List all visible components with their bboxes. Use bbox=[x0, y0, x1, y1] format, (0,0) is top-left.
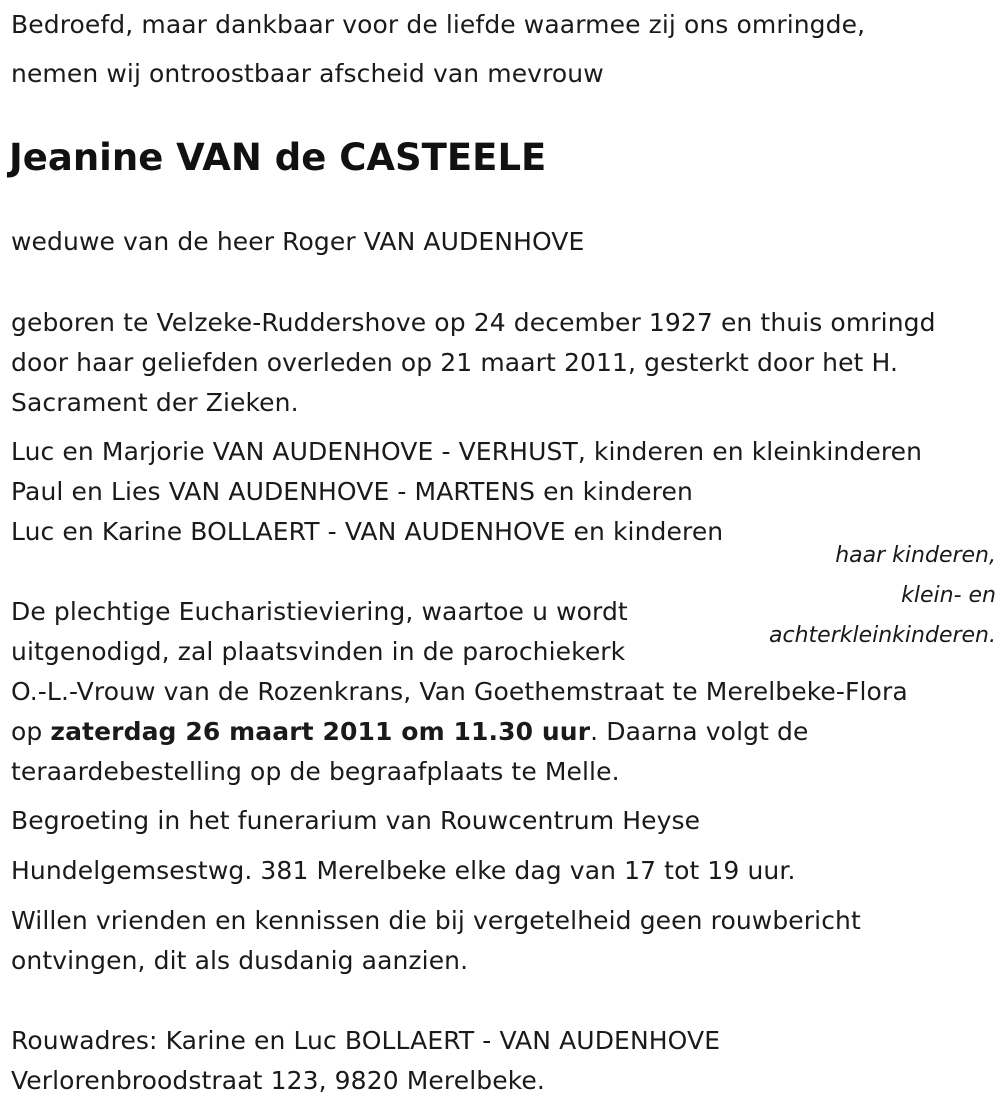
ceremony-date: zaterdag 26 maart 2011 om 11.30 uur bbox=[50, 717, 591, 746]
family-closing-1: haar kinderen, bbox=[835, 543, 996, 568]
ceremony-line-5: teraardebestelling op de begraafplaats te Melle. bbox=[11, 757, 620, 786]
ceremony-date-prefix: op bbox=[11, 717, 51, 746]
family-closing-3: achterkleinkinderen. bbox=[769, 623, 996, 648]
ceremony-date-suffix: . Daarna volgt de bbox=[590, 717, 809, 746]
family-member-3: Luc en Karine BOLLAERT - VAN AUDENHOVE en kinderen bbox=[11, 517, 724, 546]
address-line-2: Verlorenbroodstraat 123, 9820 Merelbeke. bbox=[11, 1066, 545, 1095]
family-closing-2: klein- en bbox=[901, 583, 996, 608]
family-member-2: Paul en Lies VAN AUDENHOVE - MARTENS en kinderen bbox=[11, 477, 693, 506]
life-line-3: Sacrament der Zieken. bbox=[11, 388, 299, 417]
life-line-1: geboren te Velzeke-Ruddershove op 24 december 1927 en thuis omringd bbox=[11, 308, 936, 337]
notice-line-2: ontvingen, dit als dusdanig aanzien. bbox=[11, 946, 469, 975]
ceremony-line-3: O.-L.-Vrouw van de Rozenkrans, Van Goethemstraat te Merelbeke-Flora bbox=[11, 677, 908, 706]
life-line-2: door haar geliefden overleden op 21 maart 2011, gesterkt door het H. bbox=[11, 348, 899, 377]
visitation-line-2: Hundelgemsestwg. 381 Merelbeke elke dag van 17 tot 19 uur. bbox=[11, 856, 796, 885]
ceremony-line-4 bbox=[11, 717, 808, 747]
ceremony-line-2: uitgenodigd, zal plaatsvinden in de parochiekerk bbox=[11, 637, 626, 666]
ceremony-line-1: De plechtige Eucharistieviering, waartoe u wordt bbox=[11, 597, 628, 626]
address-line-1: Rouwadres: Karine en Luc BOLLAERT - VAN AUDENHOVE bbox=[11, 1026, 721, 1055]
deceased-name: Jeanine VAN de CASTEELE bbox=[9, 136, 547, 179]
family-member-1: Luc en Marjorie VAN AUDENHOVE - VERHUST, kinderen en kleinkinderen bbox=[11, 437, 923, 466]
intro-line-2: nemen wij ontroostbaar afscheid van mevrouw bbox=[11, 59, 604, 88]
notice-line-1: Willen vrienden en kennissen die bij vergetelheid geen rouwbericht bbox=[11, 906, 861, 935]
spouse-line: weduwe van de heer Roger VAN AUDENHOVE bbox=[11, 227, 585, 256]
visitation-line-1: Begroeting in het funerarium van Rouwcentrum Heyse bbox=[11, 806, 701, 835]
intro-line-1: Bedroefd, maar dankbaar voor de liefde waarmee zij ons omringde, bbox=[11, 10, 866, 39]
